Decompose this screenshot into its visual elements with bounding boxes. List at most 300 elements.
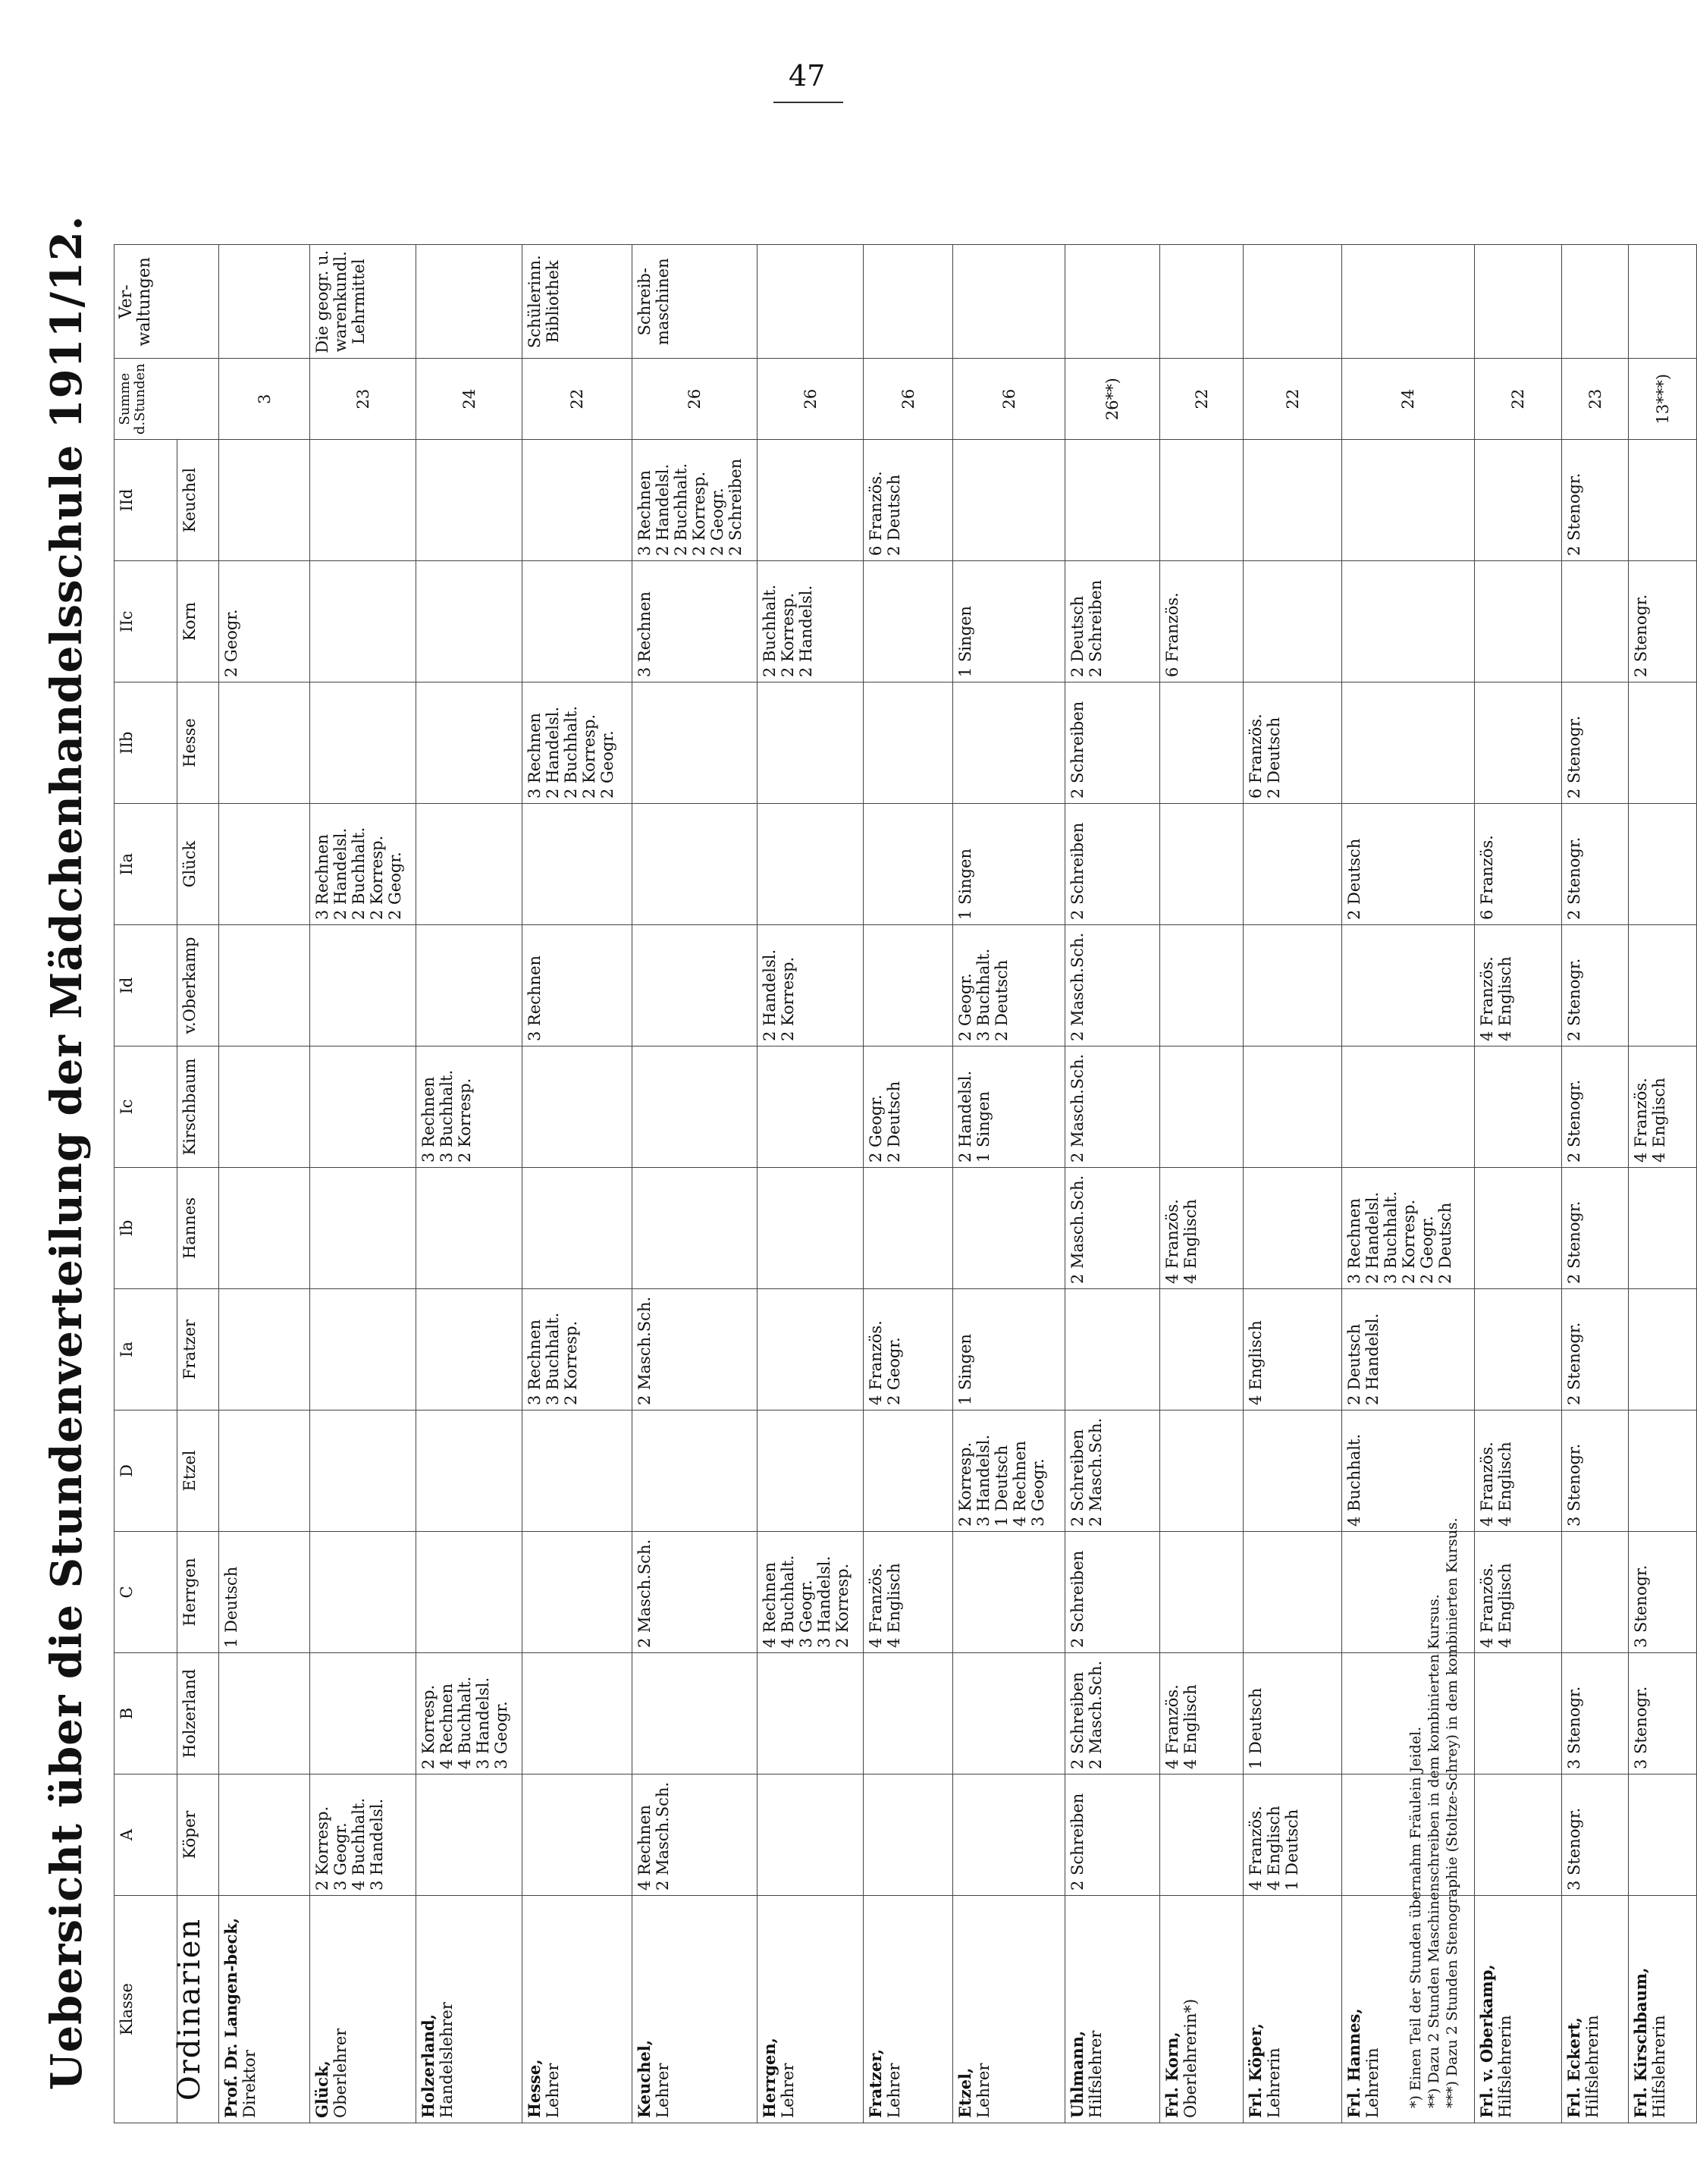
lesson-cell: [632, 1653, 758, 1774]
lesson-cell: [1342, 1410, 1475, 1532]
teacher-role: Lehrerin: [1363, 2048, 1382, 2118]
lesson-cell: [1160, 1289, 1244, 1410]
teacher-row: [1160, 245, 1244, 2123]
teacher-row: [219, 245, 310, 2123]
lesson-entry: 2 Buchhalt.: [761, 584, 779, 677]
lesson-cell: [1244, 682, 1342, 804]
teacher-name: Frl. v. Oberkamp,: [1477, 1964, 1496, 2118]
lesson-entry: 3 Stenogr.: [1632, 1686, 1650, 1769]
administration-cell: [758, 245, 864, 359]
lesson-cell: [1160, 1168, 1244, 1289]
lesson-entry: 1 Deutsch: [993, 1445, 1011, 1527]
lesson-entry: 2 Schreiben: [1087, 579, 1105, 677]
lesson-entry: 2 Deutsch: [885, 1081, 903, 1163]
lesson-cell: [1160, 1532, 1244, 1653]
hours-sum: 13***): [1629, 359, 1697, 440]
teacher-name: Fratzer,: [866, 2048, 885, 2118]
lesson-entry: 1 Deutsch: [222, 1566, 240, 1648]
lesson-cell: [758, 804, 864, 925]
header-row-ordinarien: [177, 245, 219, 2123]
lesson-entry: 4 Französ.: [1163, 1199, 1181, 1284]
teacher-cell: [219, 1896, 310, 2123]
lesson-cell: [758, 1046, 864, 1168]
lesson-entry: 4 Französ.: [1632, 1078, 1650, 1163]
lesson-cell: [522, 440, 632, 561]
teacher-name: Frl. Kirschbaum,: [1631, 1967, 1650, 2118]
lesson-entry: 4 Buchhalt.: [779, 1555, 797, 1648]
lesson-cell: [953, 1653, 1065, 1774]
lesson-cell: [1065, 682, 1160, 804]
teacher-role: Hilfslehrerin: [1650, 2015, 1668, 2118]
lesson-cell: [219, 1774, 310, 1896]
lesson-entry: 3 Geogr.: [331, 1822, 350, 1891]
lesson-cell: [1244, 1774, 1342, 1896]
hours-sum: 24: [416, 359, 522, 440]
footnote: *) Einen Teil der Stunden übernahm Fräulein Jeidel.: [1407, 1726, 1424, 2108]
lesson-entry: 2 Geogr.: [386, 852, 404, 920]
hours-sum: 22: [1160, 359, 1244, 440]
lesson-cell: [864, 804, 953, 925]
lesson-entry: 2 Masch.Sch.: [1068, 932, 1087, 1041]
lesson-cell: [1065, 1046, 1160, 1168]
lesson-cell: [219, 1532, 310, 1653]
lesson-cell: [1065, 925, 1160, 1046]
lesson-cell: [758, 682, 864, 804]
verwaltungen-header: Ver-waltungen: [114, 245, 219, 359]
lesson-entry: 3 Rechnen: [419, 1076, 438, 1163]
lesson-entry: 6 Französ.: [1247, 714, 1265, 799]
lesson-entry: 4 Englisch: [1181, 1684, 1200, 1769]
teacher-role: Lehrer: [544, 2063, 562, 2118]
lesson-cell: [416, 682, 522, 804]
teacher-name: Uhlmann,: [1068, 2030, 1087, 2118]
lesson-cell: [416, 440, 522, 561]
lesson-entry: 1 Deutsch: [1283, 1809, 1301, 1891]
teacher-cell: [1475, 1896, 1562, 2123]
lesson-entry: 3 Rechnen: [1345, 1197, 1363, 1284]
lesson-cell: [219, 561, 310, 682]
lesson-cell: [953, 561, 1065, 682]
administration-entry: Schreib-: [635, 268, 654, 336]
teacher-name: Frl. Köper,: [1246, 2023, 1265, 2118]
ordinarius-header: Kirschbaum: [177, 1046, 219, 1168]
lesson-entry: 2 Schreiben: [726, 458, 745, 556]
lesson-cell: [1562, 1410, 1629, 1532]
class-header: B: [114, 1653, 177, 1774]
lesson-cell: [1475, 1046, 1562, 1168]
lesson-entry: 2 Masch.Sch.: [1087, 1417, 1105, 1527]
lesson-cell: [1629, 682, 1697, 804]
lesson-cell: [1629, 1532, 1697, 1653]
lesson-entry: 2 Deutsch: [1345, 1323, 1363, 1405]
lesson-cell: [1065, 804, 1160, 925]
lesson-entry: 2 Korresp.: [562, 1320, 580, 1405]
class-header: IIc: [114, 561, 177, 682]
teacher-role: Lehrer: [779, 2063, 797, 2118]
lesson-entry: 2 Korresp.: [368, 835, 386, 920]
lesson-cell: [1342, 440, 1475, 561]
ordinarien-label: Ordinarien: [177, 1896, 219, 2123]
teacher-row: [1244, 245, 1342, 2123]
administration-cell: [310, 245, 416, 359]
lesson-cell: [1475, 804, 1562, 925]
lesson-cell: [310, 1410, 416, 1532]
lesson-cell: [953, 925, 1065, 1046]
teacher-role: Hilfslehrerin: [1583, 2015, 1601, 2118]
lesson-cell: [1342, 561, 1475, 682]
teacher-name: Frl. Hannes,: [1344, 2008, 1363, 2118]
lesson-entry: 3 Geogr.: [492, 1701, 510, 1769]
lesson-cell: [1475, 1532, 1562, 1653]
administration-cell: [1562, 245, 1629, 359]
lesson-entry: 2 Geogr.: [885, 1337, 903, 1405]
lesson-entry: 3 Rechnen: [635, 591, 654, 677]
lesson-entry: 3 Buchhalt.: [438, 1069, 456, 1163]
lesson-entry: 4 Französ.: [1478, 956, 1496, 1041]
lesson-entry: 3 Rechnen: [525, 1319, 544, 1405]
lesson-cell: [1562, 440, 1629, 561]
lesson-entry: 2 Korresp.: [779, 592, 797, 677]
lesson-entry: 4 Englisch: [1181, 1199, 1200, 1284]
hours-sum: 26: [632, 359, 758, 440]
lesson-cell: [864, 561, 953, 682]
teacher-cell: [1629, 1896, 1697, 2123]
lesson-cell: [1244, 440, 1342, 561]
lesson-entry: 2 Handelsl.: [331, 827, 350, 920]
lesson-entry: 2 Deutsch: [1436, 1202, 1454, 1284]
lesson-cell: [1562, 1168, 1629, 1289]
lesson-entry: 4 Rechnen: [635, 1804, 654, 1891]
teacher-cell: [416, 1896, 522, 2123]
lesson-cell: [522, 804, 632, 925]
lesson-cell: [1160, 1774, 1244, 1896]
teacher-role: Oberlehrer: [331, 2028, 350, 2118]
lesson-entry: 2 Masch.Sch.: [1068, 1175, 1087, 1284]
teacher-row: [864, 245, 953, 2123]
lesson-cell: [416, 1046, 522, 1168]
teacher-role: Handelslehrer: [438, 2002, 456, 2118]
lesson-entry: 2 Geogr.: [222, 609, 240, 677]
lesson-entry: 4 Französ.: [1478, 1442, 1496, 1527]
lesson-cell: [1065, 1168, 1160, 1289]
ordinarius-header: Glück: [177, 804, 219, 925]
lesson-cell: [310, 682, 416, 804]
page-number: 47: [789, 59, 826, 93]
lesson-cell: [758, 1774, 864, 1896]
lesson-entry: 3 Rechnen: [313, 833, 331, 920]
rotated-table-frame: [30, 152, 1672, 2154]
lesson-entry: 2 Deutsch: [993, 959, 1011, 1041]
ordinarius-header: v.Oberkamp: [177, 925, 219, 1046]
ordinarius-header: Köper: [177, 1774, 219, 1896]
lesson-cell: [864, 1046, 953, 1168]
hours-sum: 26: [953, 359, 1065, 440]
hours-sum: 22: [1475, 359, 1562, 440]
lesson-cell: [864, 440, 953, 561]
lesson-cell: [1244, 925, 1342, 1046]
lesson-entry: 6 Französ.: [1478, 835, 1496, 920]
administration-entry: Lehrmittel: [350, 259, 368, 345]
lesson-entry: 2 Deutsch: [885, 474, 903, 556]
lesson-entry: 2 Geogr.: [956, 973, 974, 1041]
lesson-cell: [1244, 1410, 1342, 1532]
ordinarius-header: Herrgen: [177, 1532, 219, 1653]
lesson-cell: [522, 682, 632, 804]
lesson-cell: [953, 440, 1065, 561]
lesson-entry: 4 Englisch: [1496, 1563, 1514, 1648]
lesson-entry: 2 Schreiben: [1068, 1793, 1087, 1891]
lesson-entry: 4 Buchhalt.: [456, 1676, 474, 1769]
lesson-cell: [522, 1653, 632, 1774]
lesson-cell: [758, 925, 864, 1046]
lesson-cell: [1160, 1410, 1244, 1532]
lesson-entry: 2 Schreiben: [1068, 701, 1087, 799]
lesson-cell: [416, 561, 522, 682]
lesson-entry: 3 Buchhalt.: [544, 1312, 562, 1405]
lesson-cell: [219, 1653, 310, 1774]
lesson-entry: 3 Handelsl.: [368, 1798, 386, 1891]
teacher-cell: [522, 1896, 632, 2123]
lesson-cell: [953, 1532, 1065, 1653]
lesson-entry: 4 Rechnen: [438, 1683, 456, 1769]
lesson-entry: 1 Deutsch: [1247, 1687, 1265, 1769]
lesson-entry: 2 Masch.Sch.: [654, 1781, 672, 1891]
lesson-cell: [310, 440, 416, 561]
lesson-cell: [864, 1532, 953, 1653]
lesson-cell: [310, 561, 416, 682]
administration-cell: [1475, 245, 1562, 359]
lesson-cell: [522, 561, 632, 682]
lesson-entry: 4 Englisch: [1265, 1806, 1283, 1891]
lesson-cell: [1244, 1046, 1342, 1168]
hours-sum: 26: [864, 359, 953, 440]
lesson-cell: [864, 1653, 953, 1774]
teacher-row: [1475, 245, 1562, 2123]
lesson-cell: [632, 1532, 758, 1653]
lesson-cell: [758, 1168, 864, 1289]
lesson-cell: [1065, 1410, 1160, 1532]
ordinarius-header: Korn: [177, 561, 219, 682]
lesson-cell: [1629, 1774, 1697, 1896]
lesson-entry: 2 Korresp.: [833, 1563, 852, 1648]
lesson-cell: [219, 1046, 310, 1168]
lesson-entry: 2 Handelsl.: [544, 706, 562, 799]
lesson-entry: 4 Französ.: [867, 1563, 885, 1648]
lesson-cell: [1629, 440, 1697, 561]
lesson-entry: 4 Englisch: [885, 1563, 903, 1648]
lesson-cell: [1629, 1410, 1697, 1532]
lesson-entry: 2 Handelsl.: [797, 585, 815, 677]
lesson-cell: [1475, 682, 1562, 804]
lesson-cell: [1342, 804, 1475, 925]
lesson-entry: 2 Buchhalt.: [672, 463, 690, 556]
lesson-cell: [1475, 925, 1562, 1046]
lesson-cell: [632, 440, 758, 561]
teacher-cell: [758, 1896, 864, 2123]
lesson-entry: 2 Handelsl.: [956, 1070, 974, 1163]
header-row-classes: [114, 245, 177, 2123]
lesson-cell: [632, 925, 758, 1046]
page-title: Uebersicht über die Stundenverteilung der Mädchenhandelsschule 1911/12.: [42, 215, 92, 2091]
lesson-entry: 2 Korresp.: [956, 1442, 974, 1527]
administration-entry: Die geogr. u.: [313, 249, 331, 353]
teacher-name: Keuchel,: [635, 2039, 654, 2118]
teacher-row: [416, 245, 522, 2123]
class-header: Id: [114, 925, 177, 1046]
administration-cell: [1629, 245, 1697, 359]
lesson-cell: [522, 1410, 632, 1532]
lesson-entry: 4 Englisch: [1496, 1442, 1514, 1527]
lesson-cell: [1562, 682, 1629, 804]
lesson-entry: 2 Korresp.: [456, 1078, 474, 1163]
lesson-cell: [864, 1289, 953, 1410]
lesson-cell: [1475, 1774, 1562, 1896]
lesson-entry: 2 Korresp.: [779, 956, 797, 1041]
lesson-entry: 3 Handelsl.: [974, 1434, 993, 1527]
class-header: Ib: [114, 1168, 177, 1289]
lesson-entry: 2 Geogr.: [708, 488, 726, 556]
lesson-entry: 3 Stenogr.: [1565, 1443, 1583, 1527]
lesson-cell: [1562, 1289, 1629, 1410]
lesson-cell: [1065, 1774, 1160, 1896]
teacher-cell: [864, 1896, 953, 2123]
teacher-row: [310, 245, 416, 2123]
lesson-entry: 1 Singen: [956, 848, 974, 920]
lesson-cell: [522, 1046, 632, 1168]
lesson-cell: [219, 440, 310, 561]
lesson-entry: 2 Masch.Sch.: [1068, 1053, 1087, 1163]
lesson-cell: [1475, 1289, 1562, 1410]
footnote: **) Dazu 2 Stunden Maschinenschreiben in dem kombinierten Kursus.: [1426, 1594, 1442, 2108]
lesson-cell: [864, 1774, 953, 1896]
lesson-entry: 2 Stenogr.: [1632, 594, 1650, 677]
lesson-cell: [758, 1289, 864, 1410]
lesson-cell: [953, 804, 1065, 925]
lesson-cell: [1342, 925, 1475, 1046]
hours-sum: 3: [219, 359, 310, 440]
lesson-cell: [310, 1532, 416, 1653]
administration-entry: maschinen: [654, 258, 672, 346]
hours-sum: 26: [758, 359, 864, 440]
teacher-name: Prof. Dr. Langen-beck,: [221, 1917, 240, 2118]
administration-cell: [632, 245, 758, 359]
lesson-cell: [1160, 925, 1244, 1046]
lesson-cell: [758, 1532, 864, 1653]
lesson-entry: 3 Rechnen: [525, 955, 544, 1041]
lesson-cell: [219, 1410, 310, 1532]
teacher-name: Holzerland,: [419, 2013, 438, 2118]
lesson-cell: [310, 1168, 416, 1289]
teacher-cell: [953, 1896, 1065, 2123]
lesson-cell: [522, 925, 632, 1046]
lesson-cell: [522, 1532, 632, 1653]
lesson-entry: 4 Buchhalt.: [1345, 1433, 1363, 1527]
teacher-name: Herrgen,: [760, 2038, 779, 2118]
lesson-cell: [1629, 1289, 1697, 1410]
hours-sum: 24: [1342, 359, 1475, 440]
administration-cell: [1244, 245, 1342, 359]
lesson-cell: [1342, 1168, 1475, 1289]
lesson-cell: [1160, 561, 1244, 682]
lesson-cell: [864, 925, 953, 1046]
lesson-cell: [953, 1289, 1065, 1410]
teacher-row: [1629, 245, 1697, 2123]
lesson-entry: 2 Geogr.: [1418, 1216, 1436, 1284]
lesson-cell: [1475, 1168, 1562, 1289]
lesson-cell: [1342, 1046, 1475, 1168]
lesson-entry: 2 Stenogr.: [1565, 1079, 1583, 1163]
lesson-cell: [416, 925, 522, 1046]
lesson-cell: [864, 1410, 953, 1532]
teacher-name: Hesse,: [525, 2059, 544, 2118]
lesson-entry: 2 Stenogr.: [1565, 958, 1583, 1041]
class-header: D: [114, 1410, 177, 1532]
lesson-cell: [416, 804, 522, 925]
teacher-cell: [310, 1896, 416, 2123]
hours-sum: 23: [1562, 359, 1629, 440]
teacher-role: Lehrerin: [1265, 2048, 1283, 2118]
lesson-entry: 3 Handelsl.: [474, 1677, 492, 1769]
lesson-cell: [1629, 1046, 1697, 1168]
lesson-entry: 2 Korresp.: [1400, 1199, 1418, 1284]
administration-cell: [1065, 245, 1160, 359]
lesson-entry: 2 Stenogr.: [1565, 715, 1583, 799]
teacher-name: Frl. Korn,: [1162, 2032, 1181, 2118]
lesson-cell: [1244, 561, 1342, 682]
administration-cell: [864, 245, 953, 359]
lesson-entry: 2 Stenogr.: [1565, 836, 1583, 920]
lesson-cell: [1562, 804, 1629, 925]
lesson-entry: 4 Französ.: [1478, 1563, 1496, 1648]
lesson-cell: [1065, 440, 1160, 561]
page-number-rule: [773, 102, 843, 103]
lesson-entry: 2 Masch.Sch.: [635, 1296, 654, 1405]
hours-sum: 22: [1244, 359, 1342, 440]
lesson-cell: [1475, 561, 1562, 682]
lesson-entry: 2 Schreiben: [1068, 822, 1087, 920]
lesson-entry: 3 Rechnen: [525, 712, 544, 799]
teacher-role: Lehrer: [885, 2063, 903, 2118]
lesson-entry: 2 Schreiben: [1068, 1429, 1087, 1527]
lesson-cell: [1562, 561, 1629, 682]
lesson-cell: [522, 1168, 632, 1289]
lesson-entry: 4 Englisch: [1650, 1078, 1668, 1163]
lesson-entry: 3 Geogr.: [797, 1580, 815, 1648]
lesson-cell: [632, 561, 758, 682]
teacher-role: Hilfslehrerin: [1496, 2015, 1514, 2118]
lesson-cell: [416, 1532, 522, 1653]
hours-sum: 22: [522, 359, 632, 440]
lesson-entry: 2 Stenogr.: [1565, 1200, 1583, 1284]
lesson-cell: [416, 1289, 522, 1410]
lesson-entry: 4 Französ.: [867, 1320, 885, 1405]
teacher-role: Hilfslehrer: [1087, 2030, 1105, 2118]
lesson-cell: [953, 682, 1065, 804]
lesson-cell: [1629, 561, 1697, 682]
teacher-role: Direktor: [240, 2050, 259, 2118]
lesson-entry: 4 Französ.: [1163, 1684, 1181, 1769]
lesson-cell: [953, 1168, 1065, 1289]
lesson-cell: [953, 1046, 1065, 1168]
lesson-cell: [1244, 1532, 1342, 1653]
lesson-cell: [1160, 804, 1244, 925]
lesson-entry: 2 Geogr.: [867, 1094, 885, 1163]
footnotes: [1407, 1517, 1461, 2108]
lesson-entry: 4 Buchhalt.: [350, 1797, 368, 1891]
lesson-cell: [1065, 1653, 1160, 1774]
lesson-entry: 2 Korresp.: [690, 471, 708, 556]
administration-entry: Bibliothek: [544, 260, 562, 344]
